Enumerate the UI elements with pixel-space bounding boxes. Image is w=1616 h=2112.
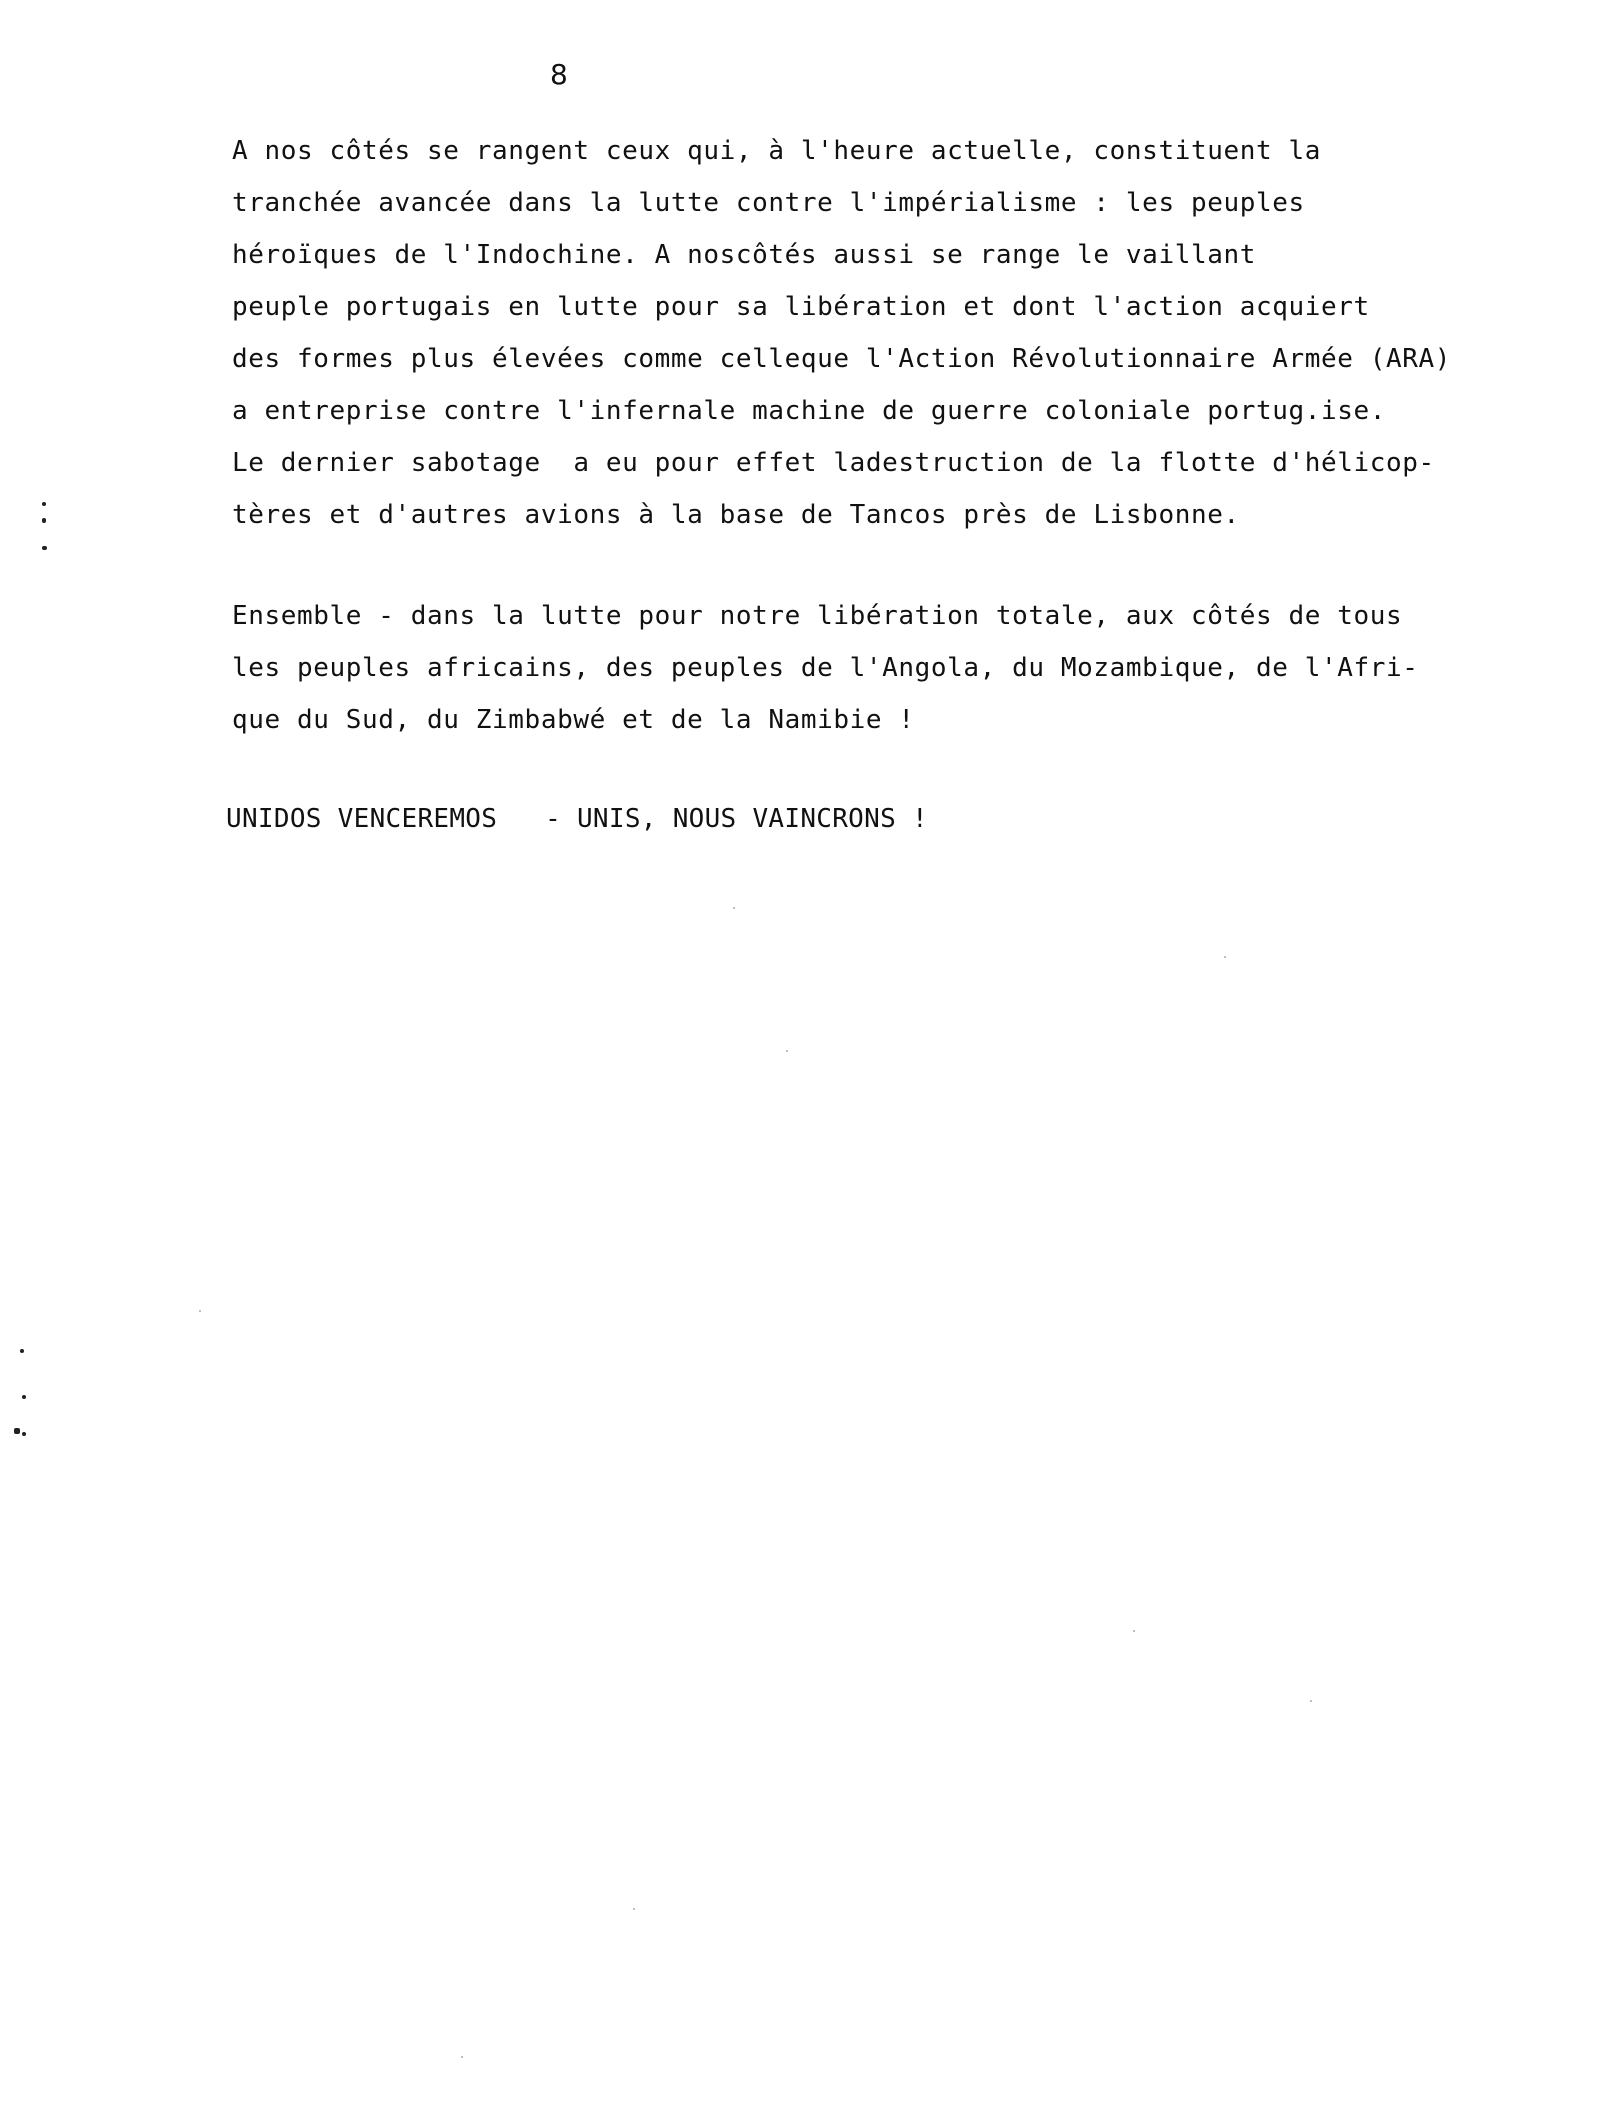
scan-mark: [42, 546, 47, 550]
scan-mark: [20, 1349, 24, 1353]
scan-speck: [633, 1908, 635, 1910]
scan-mark: [22, 1432, 26, 1436]
text-line: Le dernier sabotage a eu pour effet ladestruction de la flotte d'hélicop-: [232, 448, 1435, 478]
text-line: les peuples africains, des peuples de l'Angola, du Mozambique, de l'Afri-: [232, 653, 1419, 683]
text-line: héroïques de l'Indochine. A noscôtés aussi se range le vaillant: [232, 240, 1256, 270]
scan-speck: [733, 907, 735, 909]
text-line: peuple portugais en lutte pour sa libération et dont l'action acquiert: [232, 292, 1370, 322]
paragraph-1: [232, 125, 1492, 541]
text-line: A nos côtés se rangent ceux qui, à l'heure actuelle, constituent la: [232, 136, 1321, 166]
closing-slogan: UNIDOS VENCEREMOS - UNIS, NOUS VAINCRONS !: [226, 804, 928, 834]
text-line: des formes plus élevées comme celleque l'Action Révolutionnaire Armée (ARA): [232, 344, 1451, 374]
scan-mark: [42, 502, 46, 506]
text-line: tranchée avancée dans la lutte contre l'impérialisme : les peuples: [232, 188, 1305, 218]
scan-mark: [42, 518, 46, 523]
page-number: 8: [550, 58, 568, 91]
text-line: que du Sud, du Zimbabwé et de la Namibie !: [232, 705, 915, 735]
scan-speck: [199, 1310, 201, 1312]
scan-speck: [1310, 1700, 1312, 1702]
text-line: a entreprise contre l'infernale machine de guerre coloniale portug.ise.: [232, 396, 1386, 426]
scan-speck: [1224, 956, 1226, 958]
text-line: tères et d'autres avions à la base de Tancos près de Lisbonne.: [232, 500, 1240, 530]
scan-speck: [1133, 1630, 1135, 1632]
scan-speck: [461, 2056, 463, 2058]
paragraph-2: [232, 590, 1492, 746]
scan-mark: [22, 1395, 26, 1399]
text-line: Ensemble - dans la lutte pour notre libération totale, aux côtés de tous: [232, 601, 1403, 631]
scan-speck: [786, 1050, 788, 1052]
scan-mark: [14, 1428, 20, 1434]
